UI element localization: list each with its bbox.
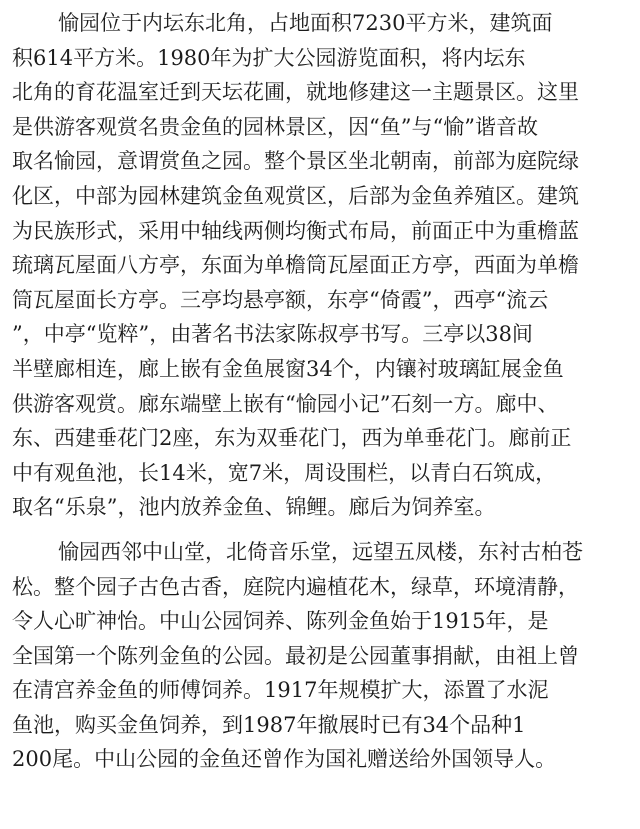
text-line: 半壁廊相连，廊上嵌有金鱼展窗34个，内镶衬玻璃缸展金鱼 <box>12 356 564 381</box>
text-line: 中有观鱼池，长14米，宽7米，周设围栏，以青白石筑成， <box>12 460 557 485</box>
text-line: 为民族形式，采用中轴线两侧均衡式布局，前面正中为重檐蓝 <box>12 218 579 243</box>
text-line: 愉园位于内坛东北角，占地面积7230平方米，建筑面 <box>58 11 553 35</box>
text-line: 愉园西邻中山堂，北倚音乐堂，远望五凤楼，东衬古柏苍 <box>58 539 583 564</box>
text-line: ”，中亭“览粹”，由著名书法家陈叔亭书写。三亭以38间 <box>12 322 533 347</box>
text-line: 琉璃瓦屋面八方亭，东面为单檐筒瓦屋面正方亭，西面为单檐 <box>12 253 579 278</box>
paragraph-2 <box>12 535 628 777</box>
text-line: 松。整个园子古色古香，庭院内遍植花木，绿草，环境清静， <box>12 574 579 599</box>
text-line: 在清宫养金鱼的师傅饲养。1917年规模扩大，添置了水泥 <box>12 678 549 703</box>
text-line: 全国第一个陈列金鱼的公园。最初是公园董事捐献，由祖上曾 <box>12 643 579 668</box>
text-line: 化区，中部为园林建筑金鱼观赏区，后部为金鱼养殖区。建筑 <box>12 183 579 208</box>
paragraph-1 <box>12 6 628 525</box>
text-line: 令人心旷神怡。中山公园饲养、陈列金鱼始于1915年，是 <box>12 609 549 634</box>
text-line: 200尾。中山公园的金鱼还曾作为国礼赠送给外国领导人。 <box>12 747 557 772</box>
text-line: 北角的育花温室迁到天坛花圃，就地修建这一主题景区。这里 <box>12 80 579 105</box>
text-line: 取名愉园，意谓赏鱼之园。整个景区坐北朝南，前部为庭院绿 <box>12 149 579 174</box>
text-line: 供游客观赏。廊东端壁上嵌有“愉园小记”石刻一方。廊中、 <box>12 391 559 416</box>
text-line: 取名“乐泉”，池内放养金鱼、锦鲤。廊后为饲养室。 <box>12 495 496 520</box>
text-line: 积614平方米。1980年为扩大公园游览面积，将内坛东 <box>12 45 526 70</box>
text-line: 鱼池，购买金鱼饲养，到1987年撤展时已有34个品种1 <box>12 712 526 737</box>
text-line: 东、西建垂花门2座，东为双垂花门，西为单垂花门。廊前正 <box>12 426 572 451</box>
text-line: 是供游客观赏名贵金鱼的园林景区，因“鱼”与“愉”谐音故 <box>12 114 538 139</box>
text-line: 筒瓦屋面长方亭。三亭均悬亭额，东亭“倚霞”，西亭“流云 <box>12 287 549 312</box>
